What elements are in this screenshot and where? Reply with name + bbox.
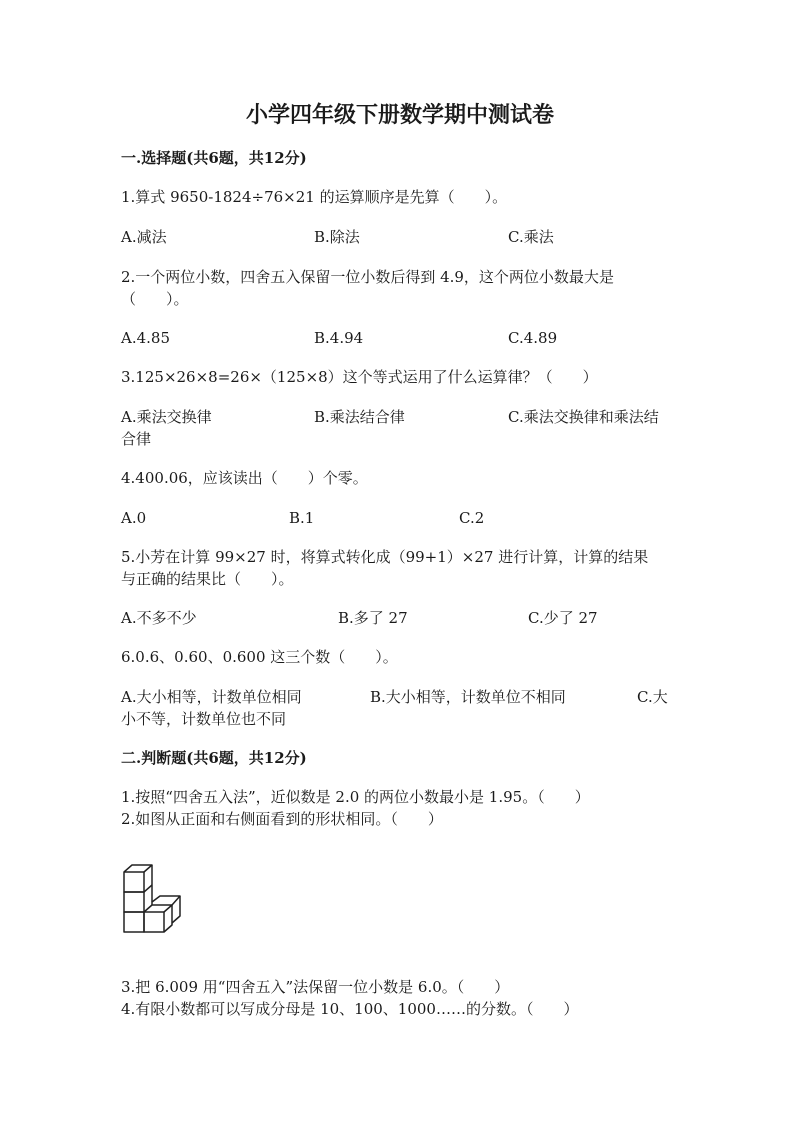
question-4-option-a: A.0: [121, 509, 147, 527]
question-1-option-c: C.乘法: [508, 228, 554, 246]
stacked-cubes-figure: [122, 862, 186, 938]
question-4-stem: 4.400.06，应该读出（ ）个零。: [121, 469, 368, 487]
question-2-option-c: C.4.89: [508, 329, 558, 347]
question-3-option-c: C.乘法交换律和乘法结: [508, 408, 659, 426]
question-5-option-a: A.不多不少: [121, 609, 197, 627]
question-2-stem-line1: 2.一个两位小数，四舍五入保留一位小数后得到 4.9，这个两位小数最大是: [121, 268, 614, 286]
question-3-option-b: B.乘法结合律: [314, 408, 405, 426]
question-4-option-b: B.1: [289, 509, 315, 527]
question-6-option-b: B.大小相等，计数单位不相同: [370, 688, 566, 706]
page-title: 小学四年级下册数学期中测试卷: [245, 102, 554, 128]
section-heading-choice: 一.选择题(共6题，共12分): [121, 149, 307, 167]
section-heading-judgement: 二.判断题(共6题，共12分): [121, 749, 307, 767]
question-2-option-b: B.4.94: [314, 329, 364, 347]
question-2-option-a: A.4.85: [121, 329, 170, 347]
question-5-stem-line1: 5.小芳在计算 99×27 时，将算式转化成（99+1）×27 进行计算，计算的结果: [121, 548, 649, 566]
question-1-option-a: A.减法: [121, 228, 167, 246]
question-6-option-c: C.大: [637, 688, 668, 706]
cube-top-face: [124, 865, 152, 872]
judgement-4-stem: 4.有限小数都可以写成分母是 10、100、1000……的分数。（ ）: [121, 1000, 579, 1018]
cube-front-top: [124, 872, 144, 892]
question-5-stem-line2: 与正确的结果比（ ）。: [121, 570, 294, 588]
question-3-stem: 3.125×26×8=26×（125×8）这个等式运用了什么运算律？（ ）: [121, 368, 598, 386]
question-5-option-c: C.少了 27: [528, 609, 598, 627]
judgement-2-stem: 2.如图从正面和右侧面看到的形状相同。（ ）: [121, 810, 443, 828]
question-4-option-c: C.2: [459, 509, 485, 527]
cube-front-middle: [124, 892, 144, 912]
question-6-option-a: A.大小相等，计数单位相同: [121, 688, 302, 706]
question-6-stem: 6.0.6、0.60、0.600 这三个数（ ）。: [121, 648, 398, 666]
judgement-3-stem: 3.把 6.009 用“四舍五入”法保留一位小数是 6.0。（ ）: [121, 978, 510, 996]
question-1-option-b: B.除法: [314, 228, 360, 246]
question-3-option-a: A.乘法交换律: [121, 408, 212, 426]
question-1-stem: 1.算式 9650-1824÷76×21 的运算顺序是先算（ ）。: [121, 188, 508, 206]
question-3-option-c-wrap: 合律: [121, 430, 152, 448]
cube-front-right: [144, 912, 164, 932]
question-5-option-b: B.多了 27: [338, 609, 408, 627]
judgement-1-stem: 1.按照“四舍五入法”，近似数是 2.0 的两位小数最小是 1.95。（ ）: [121, 788, 590, 806]
question-2-stem-line2: （ ）。: [121, 290, 189, 308]
question-6-option-c-wrap: 小不等，计数单位也不同: [121, 710, 287, 728]
cube-front-bottom: [124, 912, 144, 932]
